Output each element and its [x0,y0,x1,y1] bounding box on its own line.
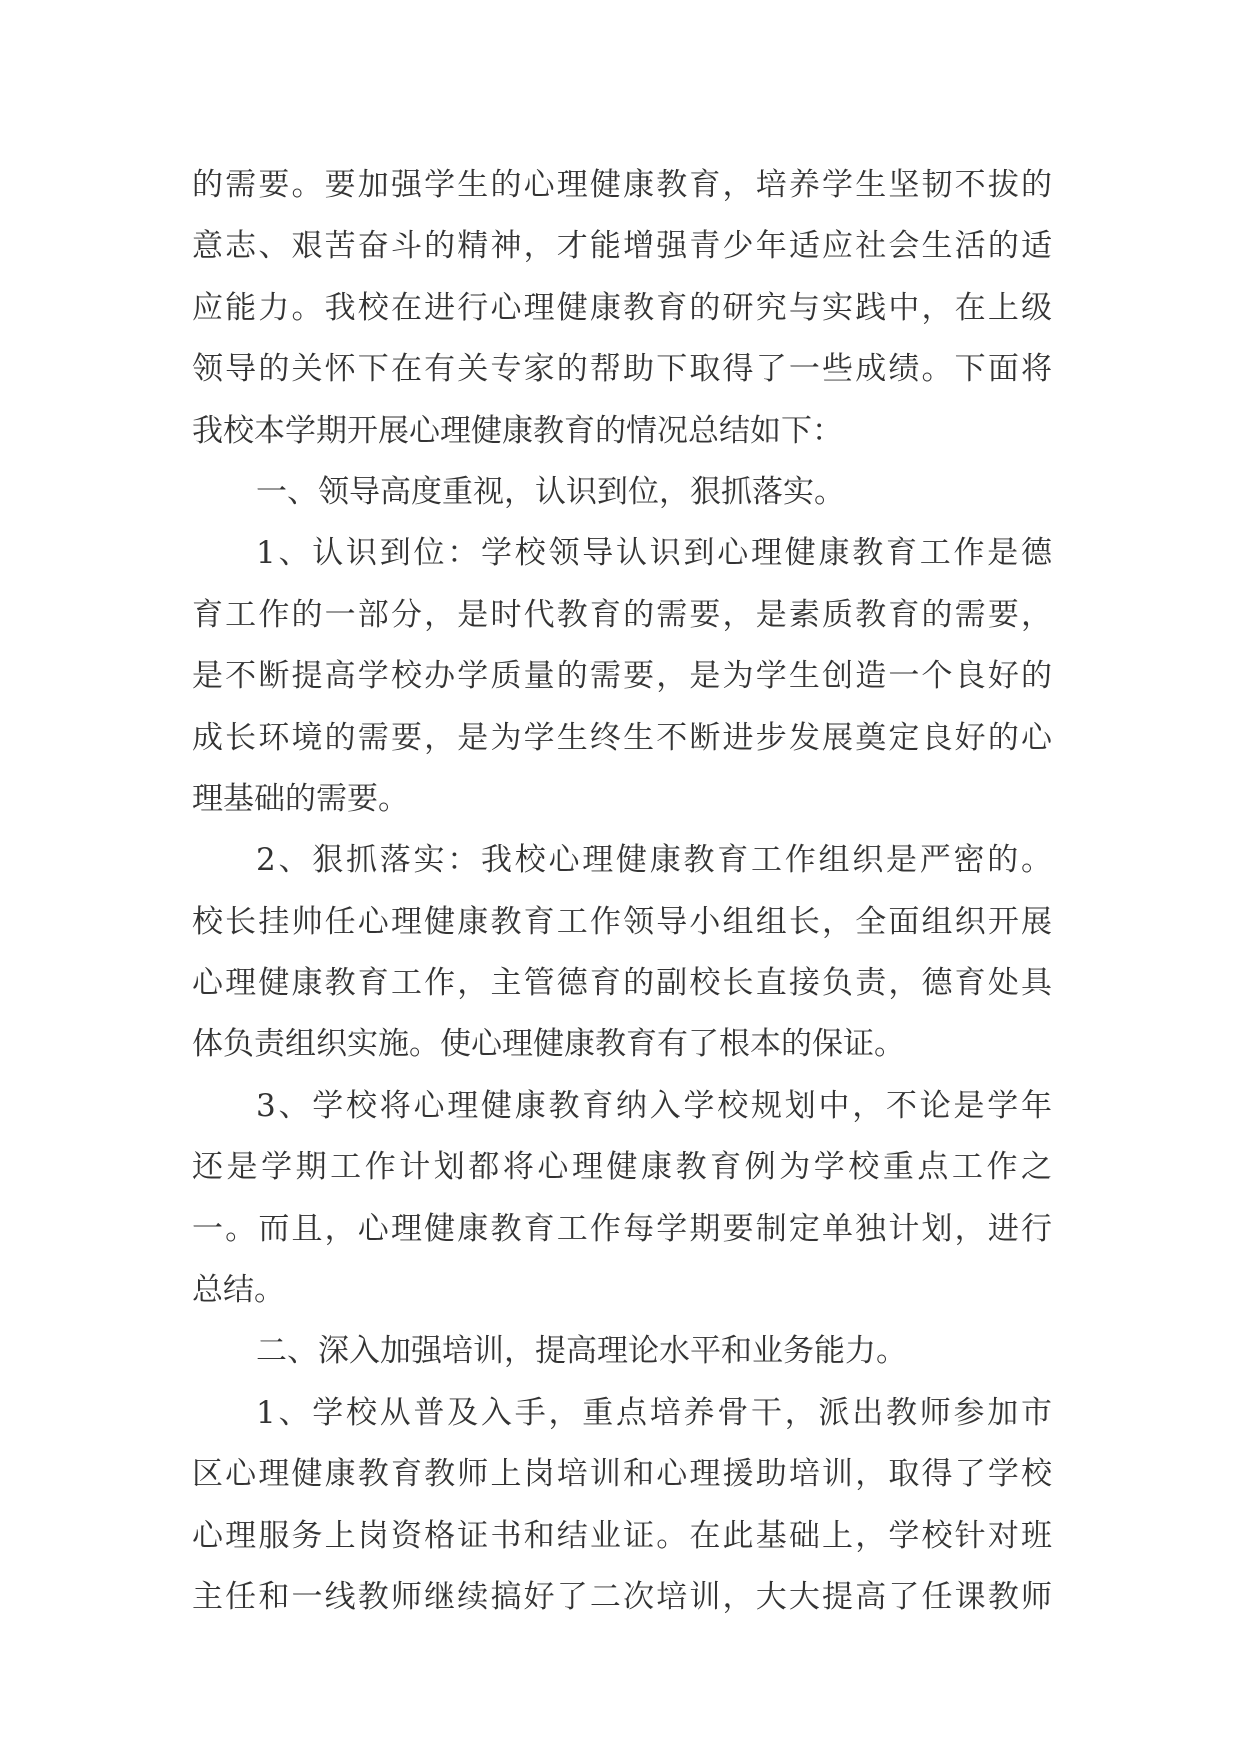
text-line: 意志、艰苦奋斗的精神，才能增强青少年适应社会生活的适 [192,228,1052,265]
text-line: 是不断提高学校办学质量的需要，是为学生创造一个良好的 [192,658,1052,695]
text-line: 总结。 [192,1272,285,1309]
text-line: 育工作的一部分，是时代教育的需要，是素质教育的需要， [192,596,1052,633]
section-heading: 一、领导高度重视，认识到位，狠抓落实。 [256,473,845,510]
text-line: 心理健康教育工作，主管德育的副校长直接负责，德育处具 [192,965,1052,1002]
text-line: 成长环境的需要，是为学生终生不断进步发展奠定良好的心 [192,719,1052,756]
text-line: 的需要。要加强学生的心理健康教育，培养学生坚韧不拔的 [192,167,1052,203]
text-line: 体负责组织实施。使心理健康教育有了根本的保证。 [192,1026,905,1063]
document-body [192,155,1052,1628]
text-line: 1、学校从普及入手，重点培养骨干，派出教师参加市 [256,1394,1052,1431]
text-line: 区心理健康教育教师上岗培训和心理援助培训，取得了学校 [192,1456,1052,1493]
text-line: 1、认识到位：学校领导认识到心理健康教育工作是德 [256,535,1052,572]
text-line: 校长挂帅任心理健康教育工作领导小组组长，全面组织开展 [192,903,1052,940]
text-line: 2、狠抓落实：我校心理健康教育工作组织是严密的。 [256,842,1052,879]
text-line: 应能力。我校在进行心理健康教育的研究与实践中，在上级 [192,289,1052,326]
text-line: 主任和一线教师继续搞好了二次培训，大大提高了任课教师 [192,1578,1052,1615]
text-line: 领导的关怀下在有关专家的帮助下取得了一些成绩。下面将 [192,351,1052,388]
text-line: 还是学期工作计划都将心理健康教育例为学校重点工作之 [192,1149,1052,1186]
text-line: 理基础的需要。 [192,780,409,817]
text-line: 心理服务上岗资格证书和结业证。在此基础上，学校针对班 [192,1517,1052,1554]
text-line: 一。而且，心理健康教育工作每学期要制定单独计划，进行 [192,1210,1052,1247]
section-heading: 二、深入加强培训，提高理论水平和业务能力。 [256,1333,907,1370]
text-line: 我校本学期开展心理健康教育的情况总结如下： [192,412,843,449]
text-line: 3、学校将心理健康教育纳入学校规划中，不论是学年 [256,1087,1052,1124]
